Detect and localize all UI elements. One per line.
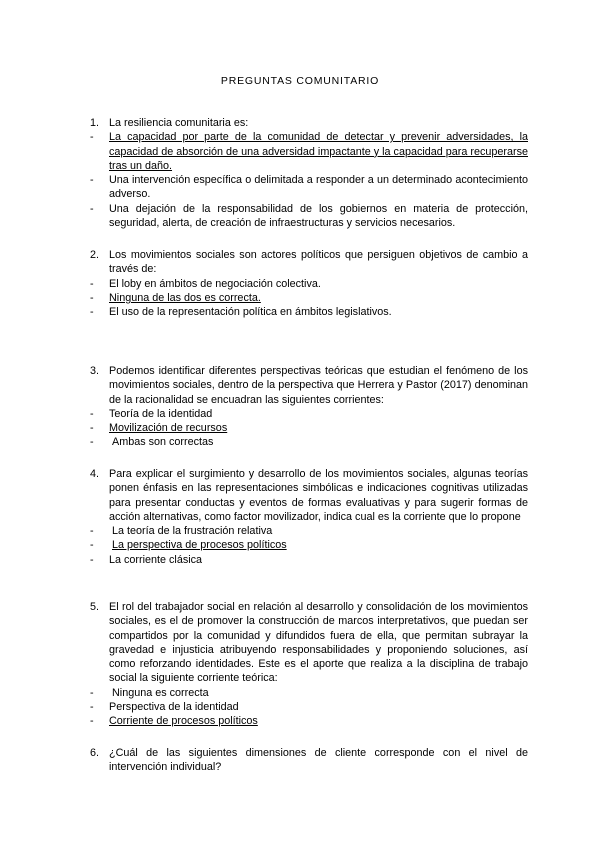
option-b [90, 291, 528, 305]
question-text: El rol del trabajador social en relación al desarrollo y consolidación de los movimientos sociales, es el de promover la construcción de marcos interpretativos, que puedan ser compartidos por la comunidad y difundidos fuera de ella, que permitan subrayar la gravedad e injusticia atribuyendo responsabilidades y proponiendo soluciones, así como reforzando identidades. Este es el aporte que realiza a la disciplina de trabajo social la siguiente corriente teórica: [109, 601, 528, 685]
option-dash: - [90, 202, 94, 215]
question-text: Los movimientos sociales son actores políticos que persiguen objetivos de cambio a través de: [109, 249, 528, 276]
option-dash: - [90, 701, 94, 714]
option-dash: - [90, 131, 94, 144]
option-b [90, 700, 528, 714]
option-text-correct: La perspectiva de procesos políticos [112, 539, 287, 552]
question-number: 2. [90, 249, 100, 261]
option-dash: - [90, 174, 94, 187]
option-text: El loby en ámbitos de negociación colectiva. [109, 277, 321, 290]
question-1 [90, 116, 528, 230]
option-b [90, 538, 528, 552]
option-text: Ninguna es correcta [112, 686, 209, 699]
option-a [90, 277, 528, 291]
option-text: Teoría de la identidad [109, 407, 213, 420]
option-dash: - [90, 277, 94, 290]
question-number: 4. [90, 468, 100, 480]
question-stem [90, 746, 528, 775]
option-text: La teoría de la frustración relativa [112, 525, 273, 538]
option-c [90, 202, 528, 231]
option-text: Ambas son correctas [112, 436, 214, 449]
question-stem [90, 364, 528, 407]
option-dash: - [90, 306, 94, 319]
option-dash: - [90, 407, 94, 420]
option-c [90, 305, 528, 319]
option-dash: - [90, 291, 94, 304]
option-c [90, 553, 528, 567]
option-text-correct: Movilización de recursos [109, 422, 228, 435]
option-c [90, 435, 528, 449]
option-dash: - [90, 553, 94, 566]
question-number: 6. [90, 747, 100, 759]
question-number: 3. [90, 365, 100, 377]
option-b [90, 173, 528, 202]
option-text: Una dejación de la responsabilidad de los gobiernos en materia de protección, seguridad, alerta, de creación de infraestructuras y servicios necesarios. [109, 202, 528, 230]
question-4 [90, 467, 528, 567]
option-a [90, 524, 528, 538]
question-text: La resiliencia comunitaria es: [109, 117, 249, 129]
question-text: Podemos identificar diferentes perspectivas teóricas que estudian el fenómeno de los movimientos sociales, dentro de la perspectiva que Herrera y Pastor (2017) denominan de la racionalidad se encuadran las siguientes corrientes: [109, 365, 528, 406]
option-dash: - [90, 525, 94, 538]
option-c [90, 714, 528, 728]
question-2 [90, 248, 528, 319]
question-stem [90, 248, 528, 277]
question-3 [90, 364, 528, 450]
question-5 [90, 600, 528, 729]
question-stem [90, 600, 528, 686]
option-text-correct: Ninguna de las dos es correcta. [109, 291, 261, 304]
question-stem [90, 467, 528, 524]
option-dash: - [90, 436, 94, 449]
option-a [90, 407, 528, 421]
option-dash: - [90, 422, 94, 435]
question-6 [90, 746, 528, 775]
option-b [90, 421, 528, 435]
option-dash: - [90, 715, 94, 728]
option-text: El uso de la representación política en ámbitos legislativos. [109, 306, 392, 319]
option-a [90, 686, 528, 700]
question-number: 5. [90, 601, 100, 613]
option-text-correct: La capacidad por parte de la comunidad de detectar y prevenir adversidades, la capacidad de absorción de una adversidad impactante y la capacidad para recuperarse tras un daño. [109, 131, 528, 172]
option-dash: - [90, 539, 94, 552]
option-text-correct: Corriente de procesos políticos [109, 715, 258, 728]
option-text: La corriente clásica [109, 553, 203, 566]
option-text: Perspectiva de la identidad [109, 701, 239, 714]
question-text: Para explicar el surgimiento y desarrollo de los movimientos sociales, algunas teorías ponen énfasis en las representaciones simbólicas e indicaciones cognitivas utilizadas para presentar conductas y eventos de formas evaluativas y para sugerir formas de acción alternativas, como factor movilizador, indica cual es la corriente que lo propone [109, 468, 528, 523]
option-a [90, 130, 528, 173]
question-stem [90, 116, 528, 130]
page-title: PREGUNTAS COMUNITARIO [220, 75, 380, 87]
question-number: 1. [90, 117, 100, 129]
question-text: ¿Cuál de las siguientes dimensiones de cliente corresponde con el nivel de intervención individual? [109, 747, 528, 774]
option-dash: - [90, 686, 94, 699]
option-text: Una intervención específica o delimitada a responder a un determinado acontecimiento adverso. [109, 174, 528, 201]
